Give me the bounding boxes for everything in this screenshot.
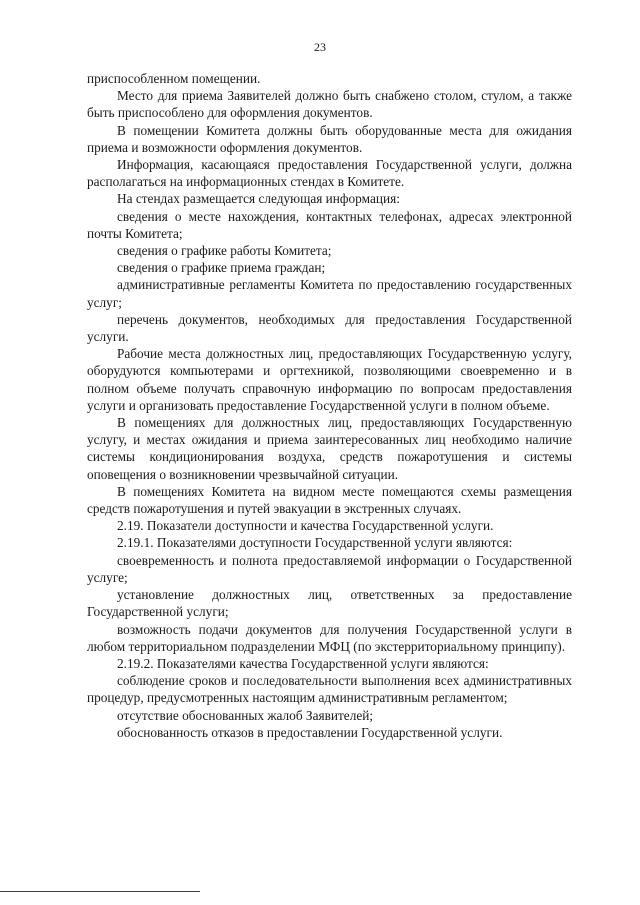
document-body xyxy=(87,70,572,741)
list-item: административные регламенты Комитета по предоставлению государственных услуг; xyxy=(87,277,572,310)
page-number: 23 xyxy=(314,40,326,54)
paragraph: В помещениях для должностных лиц, предоставляющих Государственную услугу, и местах ожидания и приема заинтересованных лиц необходимо наличие системы кондиционирования воздуха, средств пожаротушения и системы оповещения о возникновении чрезвычайной ситуации. xyxy=(87,415,572,482)
subsection-heading: 2.19.2. Показателями качества Государственной услуги являются: xyxy=(117,655,489,671)
list-item: установление должностных лиц, ответственных за предоставление Государственной услуги; xyxy=(87,587,572,620)
list-item: перечень документов, необходимых для предоставления Государственной услуги. xyxy=(87,311,572,345)
list-item: отсутствие обоснованных жалоб Заявителей; xyxy=(117,707,374,723)
paragraph: Информация, касающаяся предоставления Государственной услуги, должна располагаться на информационных стендах в Комитете. xyxy=(87,157,572,190)
list-item: сведения о месте нахождения, контактных телефонах, адресах электронной почты Комитета; xyxy=(87,208,572,241)
section-heading: 2.19. Показатели доступности и качества Государственной услуги. xyxy=(117,518,494,534)
list-item: возможность подачи документов для получения Государственной услуги в любом территориальном подразделении МФЦ (по экстерриториальному принципу). xyxy=(87,621,572,654)
bottom-rule xyxy=(0,891,200,892)
list-item: обоснованность отказов в предоставлении Государственной услуги. xyxy=(117,724,503,740)
paragraph: приспособленном помещении. xyxy=(87,71,261,86)
paragraph: Рабочие места должностных лиц, предоставляющих Государственную услугу, оборудуются компьютерами и оргтехникой, позволяющими своевременно и в полном объеме получать справочную информацию по вопросам предоставления услуги и организовать предоставление Государственной услуги в полном объеме. xyxy=(87,346,572,413)
paragraph: В помещении Комитета должны быть оборудованные места для ожидания приема и возможности оформления документов. xyxy=(87,122,572,155)
paragraph: На стендах размещается следующая информация: xyxy=(117,191,400,207)
list-item: сведения о графике приема граждан; xyxy=(117,260,326,276)
list-item: своевременность и полнота предоставляемой информации о Государственной услуге; xyxy=(87,552,572,585)
subsection-heading: 2.19.1. Показателями доступности Государственной услуги являются: xyxy=(117,535,513,551)
list-item: соблюдение сроков и последовательности выполнения всех административных процедур, предусмотренных настоящим административным регламентом; xyxy=(87,673,572,706)
paragraph: В помещениях Комитета на видном месте помещаются схемы размещения средств пожаротушения и путей эвакуации в экстренных случаях. xyxy=(87,483,572,517)
list-item: сведения о графике работы Комитета; xyxy=(117,243,332,259)
paragraph: Место для приема Заявителей должно быть снабжено столом, стулом, а также быть приспособлено для оформления документов. xyxy=(87,88,572,121)
